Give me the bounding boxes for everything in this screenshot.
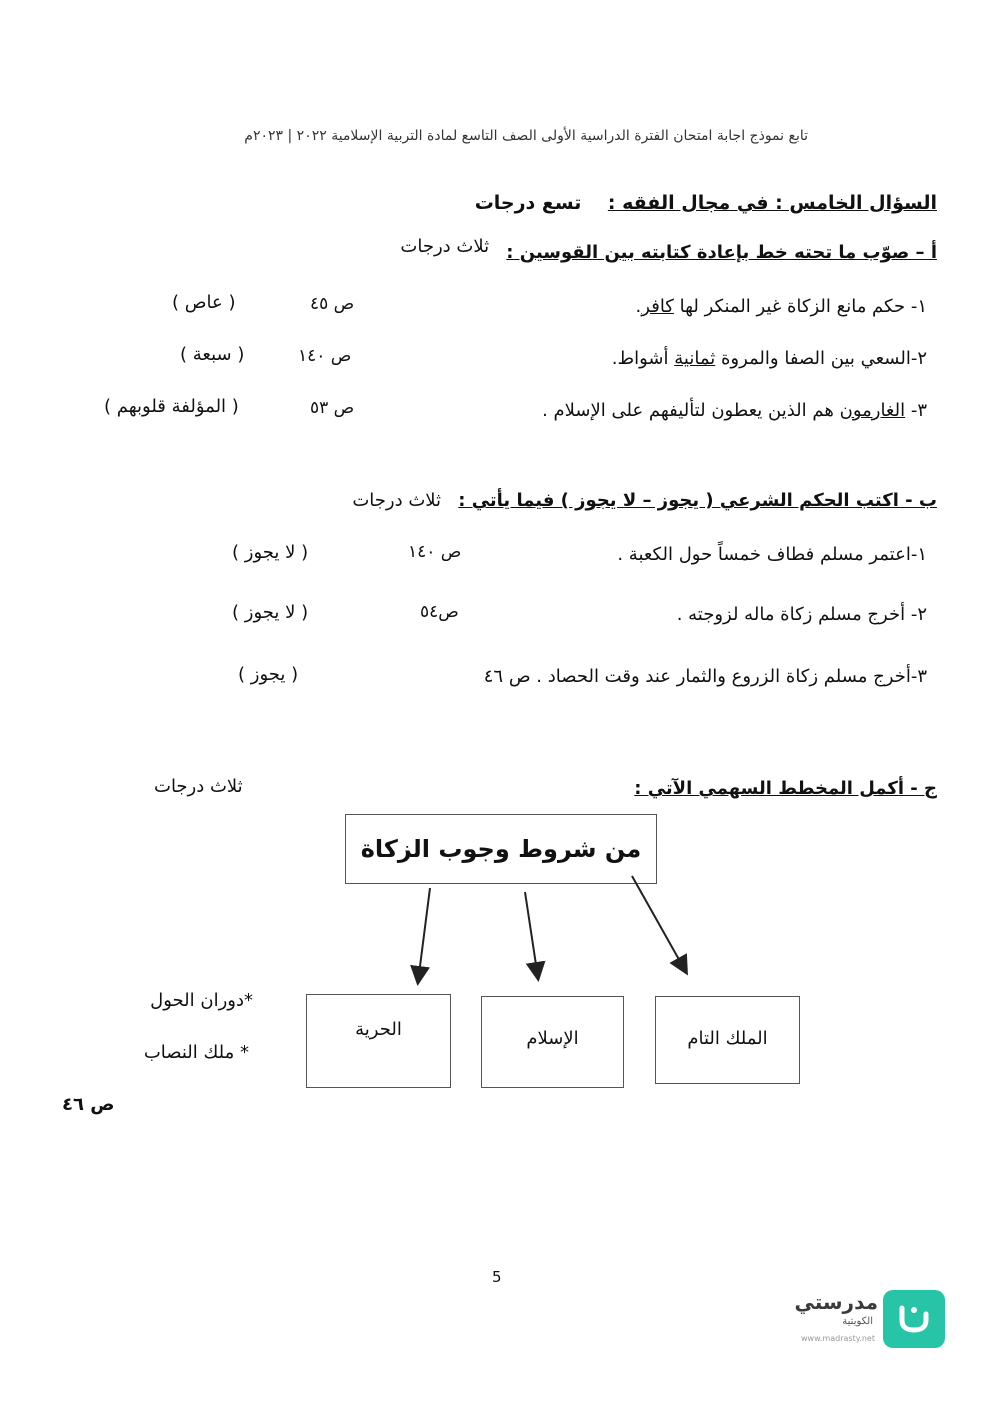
page-ref: ص٥٤ (420, 602, 459, 622)
section-b-label: ب - اكتب الحكم الشرعي ( يجوز – لا يجوز ) فيما يأتي : (458, 490, 937, 511)
section-b-item: ١-اعتمر مسلم فطاف خمساً حول الكعبة . (617, 544, 927, 565)
page-ref: ص ٤٥ (310, 294, 355, 314)
item-text: ٣- (905, 400, 927, 421)
logo-icon (883, 1290, 945, 1348)
diagram-box-label: الملك التام (687, 1027, 768, 1049)
logo-sub: الكويتية (842, 1316, 873, 1327)
arrow-1 (418, 888, 430, 982)
section-c-page-ref: ص ٤٦ (62, 1094, 115, 1115)
item-text-end: هم الذين يعطون لتأليفهم على الإسلام . (542, 400, 840, 421)
answer: ( لا يجوز ) (232, 602, 309, 623)
answer: ( يجوز ) (238, 664, 299, 685)
section-c-label: ج - أكمل المخطط السهمي الآتي : (634, 778, 937, 799)
underlined-word: الغارمون (839, 400, 906, 421)
section-a-label: أ – صوّب ما تحته خط بإعادة كتابته بين القوسين : (506, 242, 937, 263)
exam-header: تابع نموذج اجابة امتحان الفترة الدراسية الأولى الصف التاسع لمادة التربية الإسلامية ٢٠٢٢ | ٢٠٢٣م (244, 128, 808, 144)
underlined-word: كافر (641, 296, 674, 317)
diagram-box-2 (481, 996, 624, 1088)
page-ref: ص ١٤٠ (298, 346, 352, 366)
section-b-item: ٢- أخرج مسلم زكاة ماله لزوجته . (676, 604, 927, 625)
logo-url: www.madrasty.net (801, 1334, 875, 1343)
diagram-box-label: الحرية (355, 1018, 402, 1040)
item-text: ٢-السعي بين الصفا والمروة (715, 348, 927, 369)
diagram-main-label: من شروط وجوب الزكاة (360, 835, 642, 863)
answer: ( لا يجوز ) (232, 542, 309, 563)
diagram-box-3 (655, 996, 800, 1084)
item-text-end: . (635, 296, 642, 317)
answer: ( سبعة ) (180, 344, 245, 365)
diagram-box-label: الإسلام (526, 1027, 579, 1049)
page-number: 5 (492, 1268, 502, 1286)
section-b-item: ٣-أخرج مسلم زكاة الزروع والثمار عند وقت الحصاد . ص ٤٦ (483, 666, 927, 687)
question-grade: تسع درجات (474, 192, 582, 214)
item-text: ١- حكم مانع الزكاة غير المنكر لها (673, 296, 927, 317)
diagram-box-1 (306, 994, 451, 1088)
logo-name: مدرستي (794, 1290, 878, 1314)
page-ref: ص ١٤٠ (408, 542, 462, 562)
extra-condition-2: * ملك النصاب (143, 1042, 249, 1063)
extra-condition-1: *دوران الحول (150, 990, 253, 1011)
arrow-3 (632, 876, 686, 972)
section-b-grade: ثلاث درجات (352, 490, 442, 511)
item-text-end: أشواط. (611, 348, 675, 369)
question-title: السؤال الخامس : في مجال الفقه : (607, 192, 937, 214)
section-a-grade: ثلاث درجات (400, 236, 490, 257)
page-ref: ص ٥٣ (310, 398, 355, 418)
arrow-2 (525, 892, 538, 978)
section-c-grade: ثلاث درجات (154, 776, 243, 797)
underlined-word: ثمانية (674, 348, 716, 369)
answer: ( المؤلفة قلوبهم ) (104, 396, 239, 417)
answer: ( عاص ) (172, 292, 236, 313)
